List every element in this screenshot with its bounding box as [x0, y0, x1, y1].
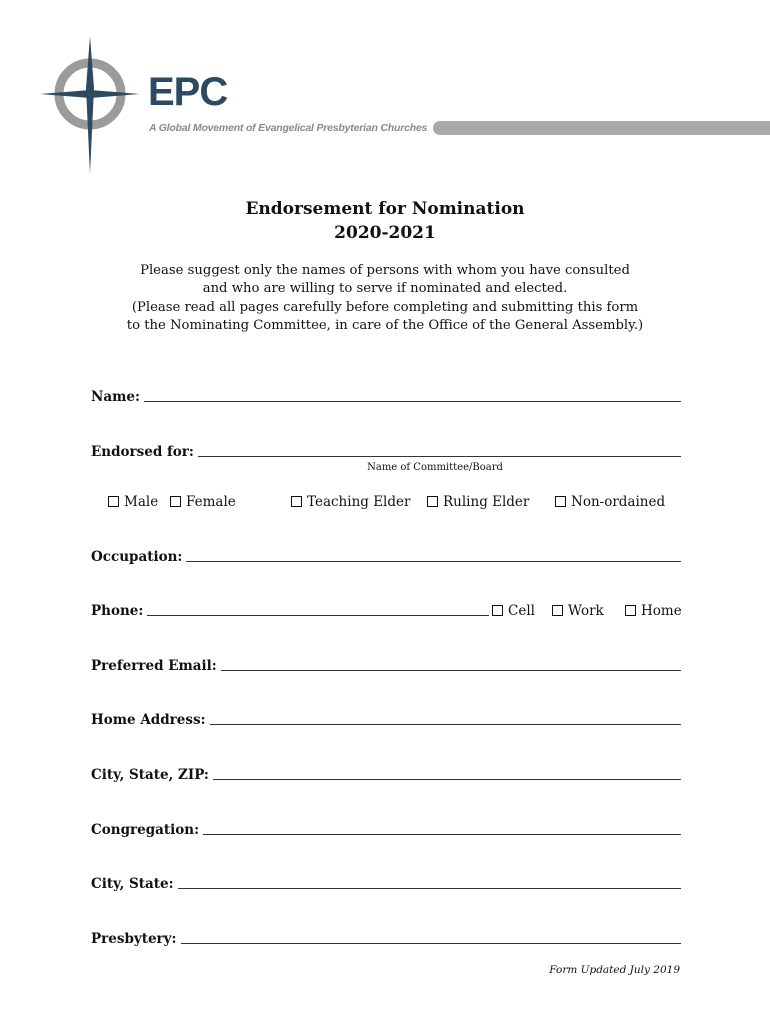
female-option[interactable]	[170, 494, 236, 510]
city-state-zip-row	[91, 767, 681, 783]
name-field[interactable]	[144, 401, 681, 402]
endorsed-for-row	[91, 444, 681, 460]
endorsed-for-caption: Name of Committee/Board	[367, 462, 503, 473]
teaching-elder-checkbox[interactable]	[291, 496, 302, 507]
address-label: Home Address:	[91, 712, 206, 728]
teaching-elder-label: Teaching Elder	[307, 494, 411, 510]
endorsed-for-label: Endorsed for:	[91, 444, 194, 460]
male-option[interactable]	[108, 494, 158, 510]
intro-line: Please suggest only the names of persons with whom you have consulted	[140, 263, 630, 278]
work-checkbox[interactable]	[552, 605, 563, 616]
name-label: Name:	[91, 389, 140, 405]
work-label: Work	[568, 603, 604, 619]
presbytery-field[interactable]	[181, 943, 681, 944]
occupation-row	[91, 549, 681, 565]
congregation-label: Congregation:	[91, 822, 200, 838]
ruling-elder-option[interactable]	[427, 494, 529, 510]
non-ordained-checkbox[interactable]	[555, 496, 566, 507]
email-label: Preferred Email:	[91, 658, 217, 674]
non-ordained-option[interactable]	[555, 494, 665, 510]
non-ordained-label: Non-ordained	[571, 494, 666, 510]
female-checkbox[interactable]	[170, 496, 181, 507]
cross-ring-icon	[38, 34, 148, 179]
intro-line: and who are willing to serve if nominated and elected.	[202, 281, 568, 297]
occupation-label: Occupation:	[91, 549, 183, 565]
work-option[interactable]	[552, 603, 604, 619]
cell-label: Cell	[508, 603, 535, 619]
cell-checkbox[interactable]	[492, 605, 503, 616]
female-label: Female	[186, 494, 236, 510]
endorsed-for-field[interactable]	[198, 456, 681, 457]
email-field[interactable]	[221, 670, 681, 671]
congregation-field[interactable]	[203, 834, 681, 835]
email-row	[91, 658, 681, 674]
male-label: Male	[124, 494, 159, 510]
intro-line: to the Nominating Committee, in care of the Office of the General Assembly.)	[126, 317, 644, 333]
intro-text	[0, 262, 770, 335]
header-bar	[433, 121, 770, 135]
city-state-field[interactable]	[178, 888, 681, 889]
form-title: Endorsement for Nomination	[245, 199, 525, 219]
city-state-zip-field[interactable]	[213, 779, 681, 780]
city-state-zip-label: City, State, ZIP:	[91, 767, 209, 783]
city-state-row	[91, 876, 681, 892]
presbytery-row	[91, 931, 681, 947]
logo-tagline: A Global Movement of Evangelical Presbyterian Churches	[149, 122, 428, 134]
epc-logo	[38, 34, 438, 179]
form-updated-note: Form Updated July 2019	[549, 964, 680, 976]
teaching-elder-option[interactable]	[291, 494, 410, 510]
address-field[interactable]	[210, 724, 681, 725]
ruling-elder-checkbox[interactable]	[427, 496, 438, 507]
phone-row	[91, 603, 489, 619]
name-row	[91, 389, 681, 405]
male-checkbox[interactable]	[108, 496, 119, 507]
home-option[interactable]	[625, 603, 682, 619]
address-row	[91, 712, 681, 728]
congregation-row	[91, 822, 681, 838]
phone-field[interactable]	[147, 615, 489, 616]
occupation-field[interactable]	[186, 561, 681, 562]
cell-option[interactable]	[492, 603, 535, 619]
home-checkbox[interactable]	[625, 605, 636, 616]
intro-line: (Please read all pages carefully before completing and submitting this form	[131, 299, 639, 315]
home-label: Home	[641, 603, 682, 619]
city-state-label: City, State:	[91, 876, 174, 892]
phone-label: Phone:	[91, 603, 144, 619]
ruling-elder-label: Ruling Elder	[443, 494, 530, 510]
logo-brand: EPC	[148, 70, 228, 114]
form-year: 2020-2021	[334, 223, 436, 243]
presbytery-label: Presbytery:	[91, 931, 177, 947]
